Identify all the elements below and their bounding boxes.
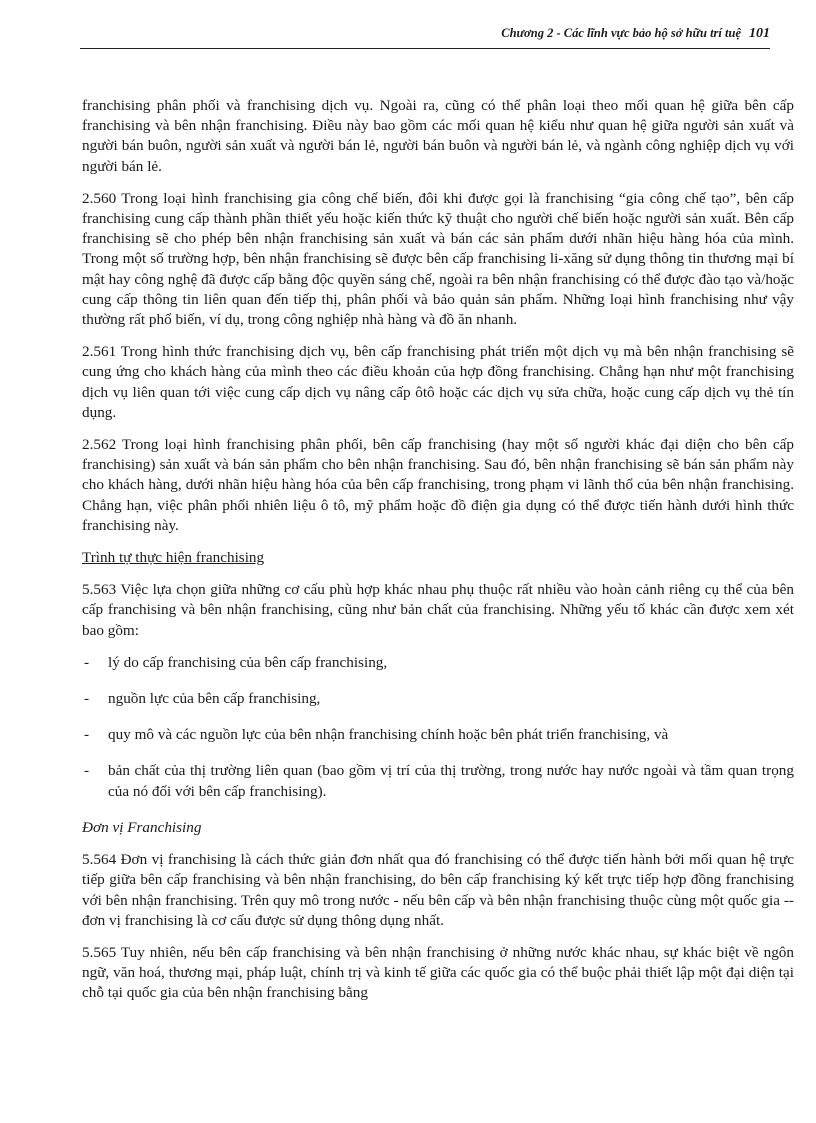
list-item-text: lý do cấp franchising của bên cấp franchising, bbox=[108, 653, 388, 671]
list-item bbox=[82, 725, 794, 745]
list-item-text: nguồn lực của bên cấp franchising, bbox=[108, 690, 321, 708]
list-item bbox=[82, 761, 794, 801]
bullet-marker: - bbox=[84, 726, 90, 744]
page-number: 101 bbox=[749, 26, 770, 41]
bullet-marker: - bbox=[84, 653, 90, 671]
paragraph-5563: 5.563 Việc lựa chọn giữa những cơ cấu phù hợp khác nhau phụ thuộc rất nhiều vào hoàn cảnh riêng cụ thể của bên cấp franchising và bên nhận franchising, cũng như bản chất của franchising. Những yếu tố khác cần được xem xét bao gồm: bbox=[82, 581, 794, 639]
section-heading-unit-franchising: Đơn vị Franchising bbox=[82, 818, 202, 836]
paragraph-2561: 2.561 Trong hình thức franchising dịch vụ, bên cấp franchising phát triển một dịch vụ mà bên nhận franchising sẽ cung ứng cho khách hàng của mình theo các điều khoản của hợp đồng franchising. Chẳng hạn như một franchising dịch vụ liên quan tới việc cung cấp dịch vụ nâng cấp ôtô hoặc các dịch vụ sửa chữa, hoặc cung cấp dịch vụ thẻ tín dụng. bbox=[82, 343, 794, 421]
chapter-title: Chương 2 - Các lĩnh vực bảo hộ sở hữu trí tuệ bbox=[501, 26, 741, 40]
bullet-marker: - bbox=[84, 762, 90, 780]
list-item bbox=[82, 653, 794, 673]
paragraph-intro: franchising phân phối và franchising dịch vụ. Ngoài ra, cũng có thể phân loại theo mối quan hệ giữa bên cấp franchising và bên nhận franchising. Điều này bao gồm các mối quan hệ kiểu như quan hệ giữa người sản xuất và người bán buôn, người sản xuất và người bán lẻ, người bán buôn và người bán lẻ, và ngành công nghiệp dịch vụ với người bán lẻ. bbox=[82, 97, 794, 175]
section-heading-procedure: Trình tự thực hiện franchising bbox=[82, 549, 265, 567]
list-item-text: quy mô và các nguồn lực của bên nhận franchising chính hoặc bên phát triển franchising, và bbox=[108, 726, 669, 744]
paragraph-5564: 5.564 Đơn vị franchising là cách thức giản đơn nhất qua đó franchising có thể được tiến hành bởi mối quan hệ trực tiếp giữa bên cấp franchising và bên nhận franchising, do bên cấp franchising ký kết trực tiếp hợp đồng franchising với bên nhận franchising. Trên quy mô trong nước - nếu bên cấp và bên nhận franchising thuộc cùng một quốc gia -- đơn vị franchising là cơ cấu được sử dụng thông dụng nhất. bbox=[82, 851, 794, 929]
paragraph-5565: 5.565 Tuy nhiên, nếu bên cấp franchising và bên nhận franchising ở những nước khác nhau, sự khác biệt về ngôn ngữ, văn hoá, thương mại, pháp luật, chính trị và kinh tế giữa các quốc gia có thể buộc phải thiết lập một đại diện tại chỗ tại quốc gia của bên nhận franchising bằng bbox=[82, 943, 794, 1002]
paragraph-2560: 2.560 Trong loại hình franchising gia công chế biến, đôi khi được gọi là franchising “gia công chế tạo”, bên cấp franchising cung cấp thành phần thiết yếu hoặc kiến thức kỹ thuật cho người chế biến hoặc người sản xuất. Bên cấp franchising sẽ cho phép bên nhận franchising sản xuất và bán các sản phẩm dưới nhãn hiệu hàng hóa của mình. Trong một số trường hợp, bên nhận franchising sẽ được bên cấp franchising li-xăng sử dụng thông tin thương mại bí mật hay công nghệ đã được cấp bằng độc quyền sáng chế, ngoài ra bên nhận franchising có thể được đào tạo và/hoặc cung cấp thông tin liên quan đến tiếp thị, phân phối và bảo quản sản phẩm. Những loại hình franchising như vậy thường rất phổ biến, ví dụ, trong công nghiệp nhà hàng và đồ ăn nhanh. bbox=[82, 189, 794, 329]
bullet-marker: - bbox=[84, 690, 90, 708]
list-item bbox=[82, 689, 794, 709]
factor-list bbox=[82, 653, 794, 802]
running-header bbox=[80, 26, 770, 49]
page-body bbox=[82, 96, 794, 1016]
list-item-text: bản chất của thị trường liên quan (bao gồm vị trí của thị trường, trong nước hay nước ngoài và tầm quan trọng của nó đối với bên cấp franchising). bbox=[108, 762, 794, 800]
paragraph-2562: 2.562 Trong loại hình franchising phân phối, bên cấp franchising (hay một số người khác đại diện cho bên cấp franchising) sản xuất và bán sản phẩm cho bên nhận franchising. Sau đó, bên nhận franchising sẽ bán sản phẩm này cho khách hàng, dưới nhãn hiệu hàng hóa của bên cấp franchising, trong phạm vi lãnh thổ của bên nhận franchising. Chẳng hạn, việc phân phối nhiên liệu ô tô, mỹ phẩm hoặc đồ điện gia dụng có thể được tiến hành dưới hình thức franchising này. bbox=[82, 436, 794, 534]
